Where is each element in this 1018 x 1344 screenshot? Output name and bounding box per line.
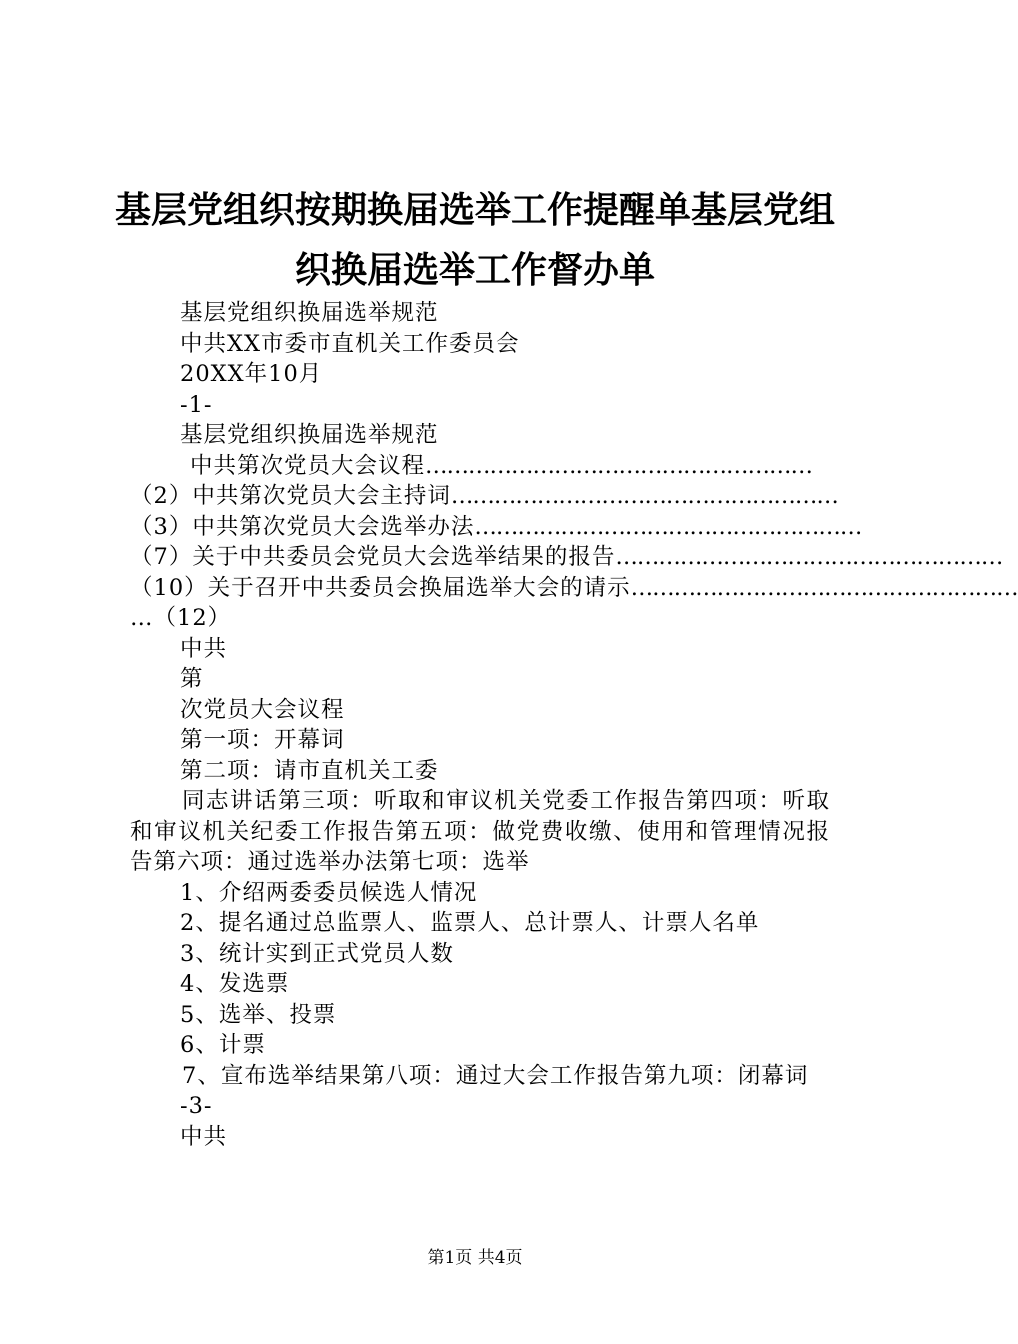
agenda-line: 中共 xyxy=(180,635,228,662)
agenda-line: 第二项：请市直机关工委 xyxy=(180,757,439,784)
paragraph: 中共XX市委市直机关工作委员会 xyxy=(180,330,520,357)
toc-label: （7）关于中共委员会党员大会选举结果的报告 xyxy=(130,544,616,570)
agenda-paragraph: 同志讲话第三项：听取和审议机关党委工作报告第四项：听取和审议机关纪委工作报告第五项：做党费收缴、使用和管理情况报告第六项：通过选举办法第七项：选举 xyxy=(130,788,830,875)
paragraph: 基层党组织换届选举规范 xyxy=(180,422,439,448)
toc-entry xyxy=(130,573,1018,604)
page-marker: -3- xyxy=(180,1093,213,1119)
step-item: 2、提名通过总监票人、监票人、总计票人、计票人名单 xyxy=(180,910,760,936)
toc-entry xyxy=(130,542,1003,573)
step-item: 1、介绍两委委员候选人情况 xyxy=(180,879,478,906)
agenda-line: 次党员大会议程 xyxy=(180,696,345,723)
paragraph: 20XX年10月 xyxy=(180,361,323,387)
document-title-line-1: 基层党组织按期换届选举工作提醒单基层党组 xyxy=(114,189,835,231)
page-marker: -1- xyxy=(180,391,213,418)
toc-label: （3）中共第次党员大会选举办法 xyxy=(130,513,475,540)
toc-label: （10）关于召开中共委员会换届选举大会的请示 xyxy=(130,574,631,601)
document-body xyxy=(130,298,1018,1152)
page-footer: 第1页 共4页 xyxy=(427,1248,523,1268)
toc-entry xyxy=(130,451,830,482)
agenda-line: 第 xyxy=(180,666,204,692)
toc-leader: ……………………………………………… xyxy=(615,544,1003,570)
step-item: 5、选举、投票 xyxy=(180,1001,337,1028)
step-item: 7、宣布选举结果第八项：通过大会工作报告第九项：闭幕词 xyxy=(182,1062,809,1089)
document-title-line-2: 织换届选举工作督办单 xyxy=(294,249,655,291)
toc-entry xyxy=(130,481,838,512)
step-item: 3、统计实到正式党员人数 xyxy=(180,940,454,967)
step-item: 4、发选票 xyxy=(180,971,290,997)
step-item: 6、计票 xyxy=(180,1032,266,1058)
toc-leader: ……………………………………………… xyxy=(425,452,813,479)
toc-continuation: …（12） xyxy=(130,605,232,631)
toc-leader: ……………………………………………… xyxy=(630,574,1018,601)
paragraph: 中共 xyxy=(180,1123,228,1150)
toc-leader: ……………………………………………… xyxy=(474,513,862,540)
toc-entry xyxy=(130,512,862,543)
toc-leader: ……………………………………………… xyxy=(450,483,838,509)
toc-label: （2）中共第次党员大会主持词 xyxy=(130,483,451,509)
agenda-line: 第一项：开幕词 xyxy=(180,727,345,753)
toc-label: 中共第次党员大会议程 xyxy=(190,452,426,479)
paragraph: 基层党组织换届选举规范 xyxy=(180,300,439,326)
